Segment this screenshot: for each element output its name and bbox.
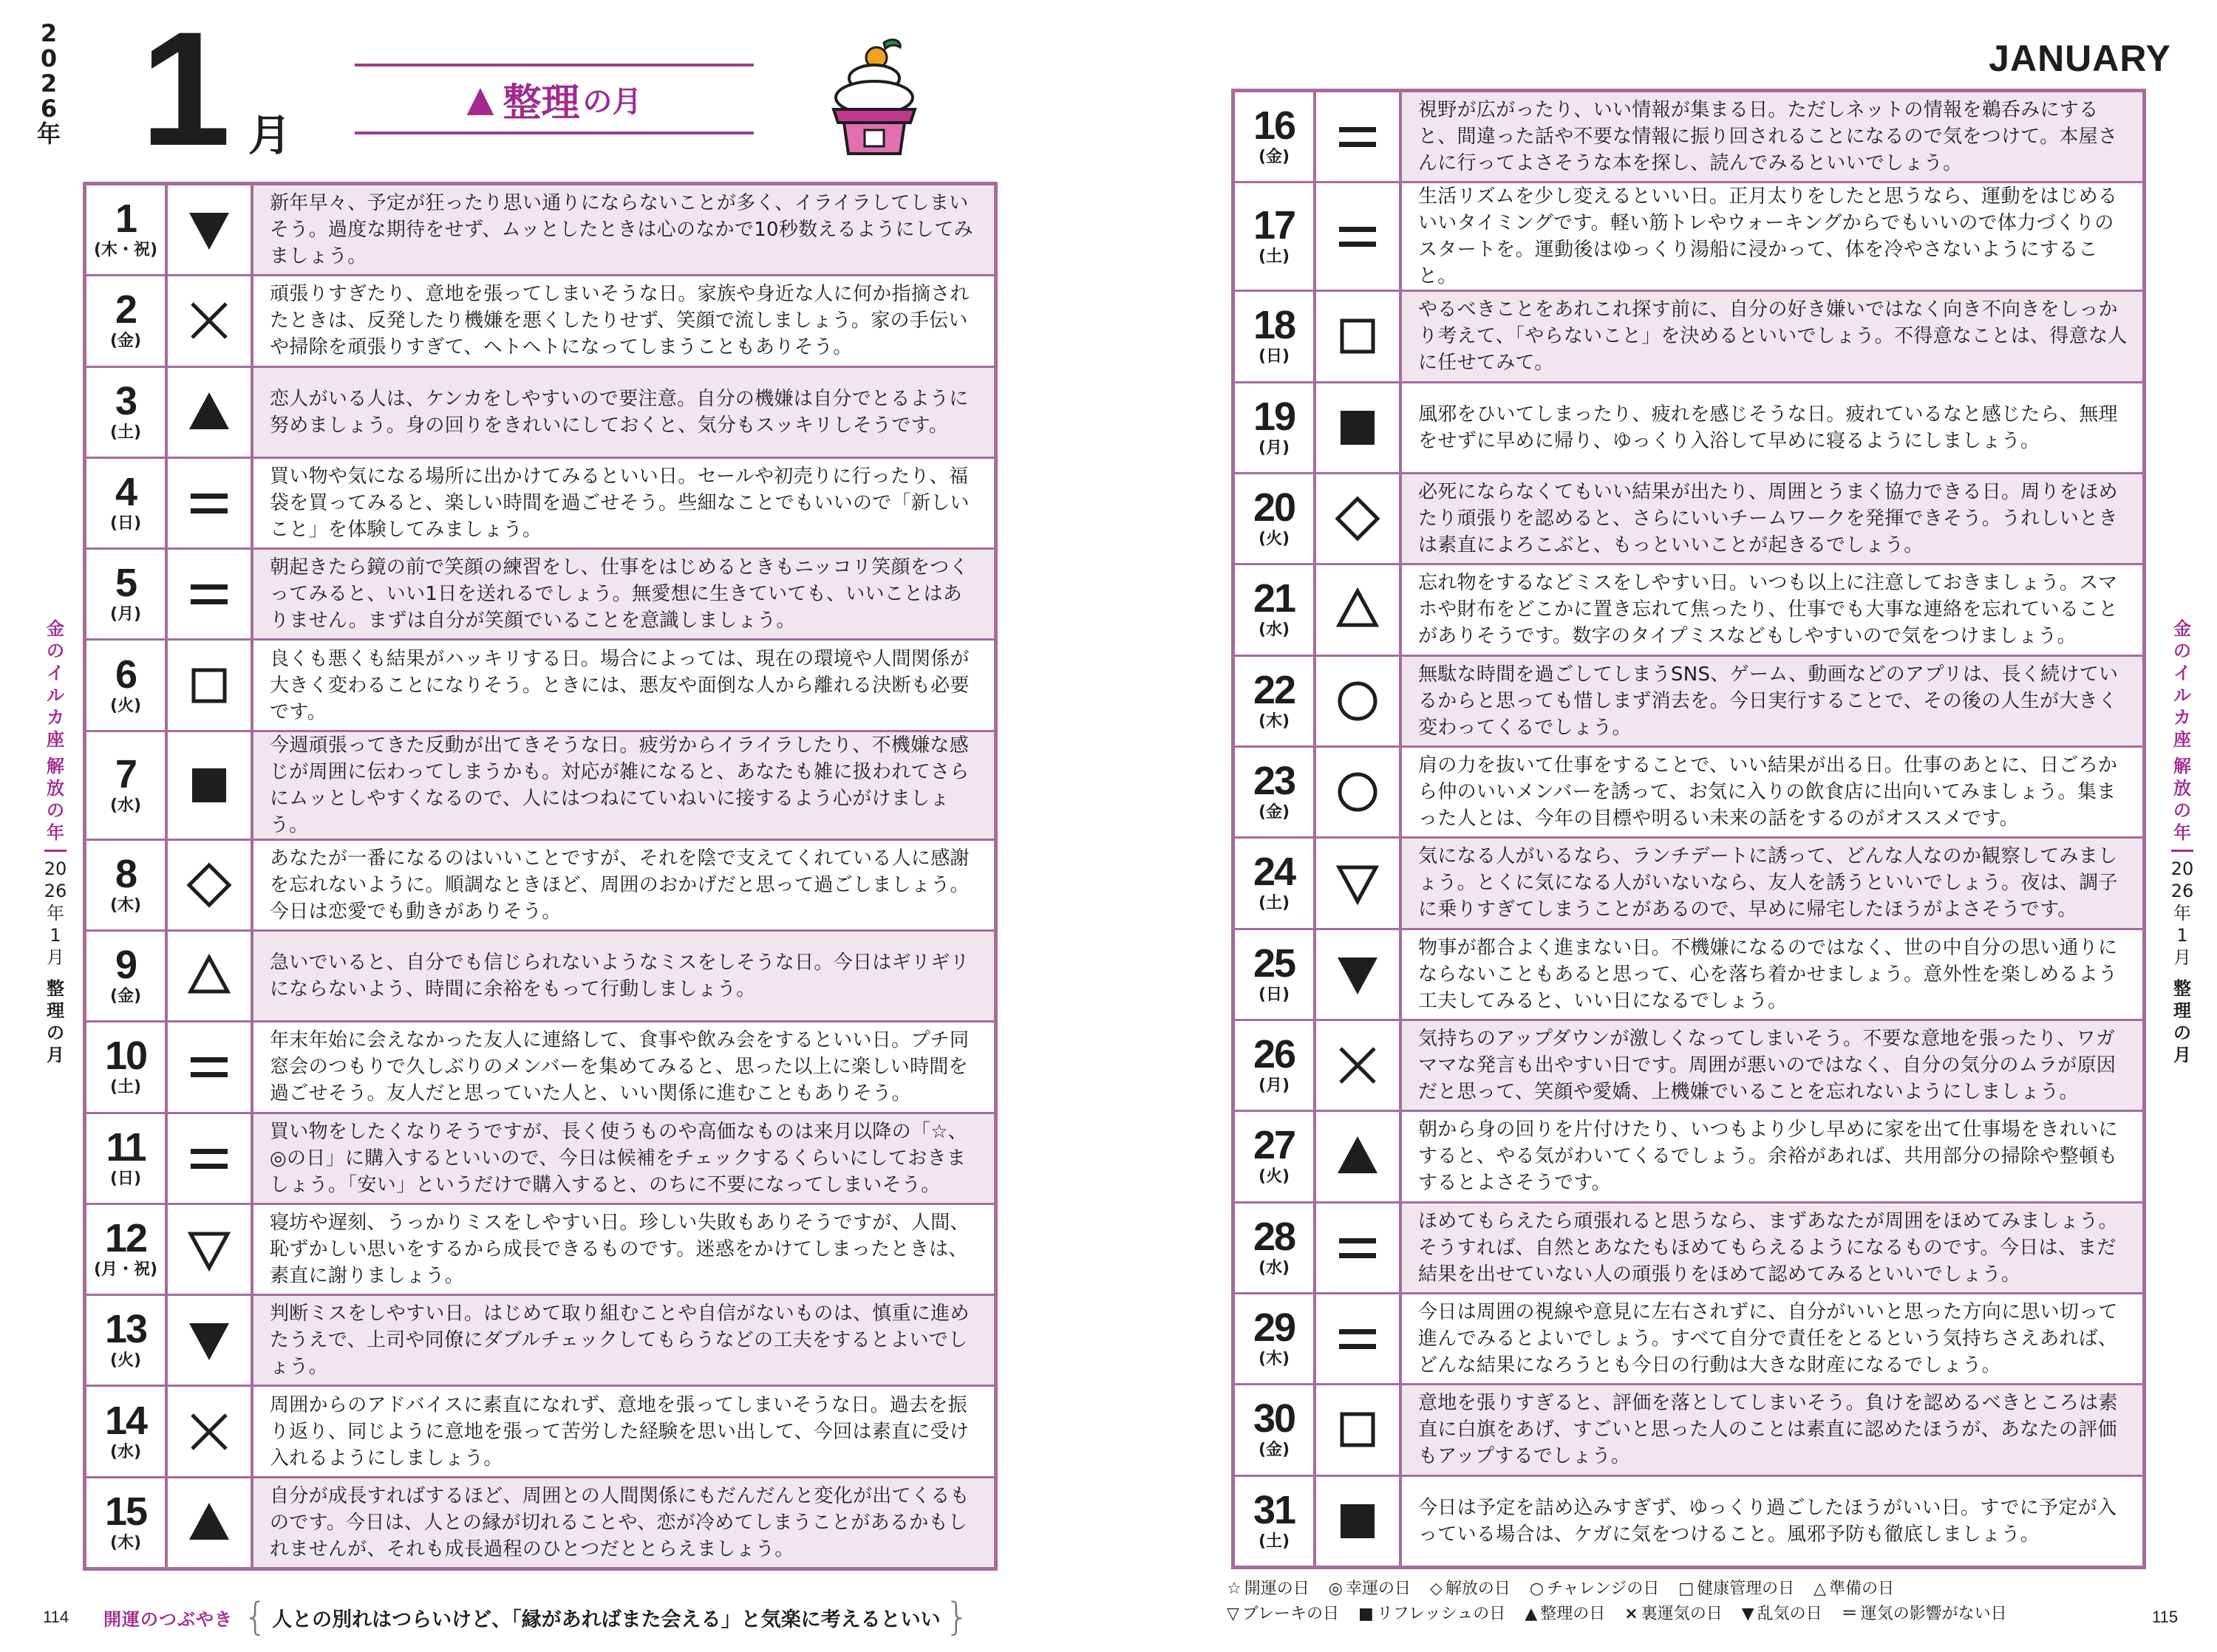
fortune-symbol-cell	[168, 1296, 253, 1385]
day-row	[86, 276, 994, 367]
day-date-cell	[86, 459, 168, 547]
month-char: 月	[248, 110, 292, 160]
square-filled-icon	[1332, 402, 1383, 454]
fortune-symbol-cell	[168, 1023, 253, 1111]
side-date: 2026年1月	[44, 859, 67, 968]
weekday: (金)	[1258, 803, 1290, 822]
fortune-symbol-cell	[1316, 1385, 1402, 1474]
square-icon	[183, 660, 235, 711]
equal-icon	[1332, 211, 1383, 262]
day-date-cell	[1235, 1112, 1316, 1201]
day-row	[86, 1023, 994, 1113]
day-date-cell	[1235, 1204, 1316, 1292]
fortune-symbol-cell	[168, 732, 253, 839]
day-number: 29	[1253, 1305, 1295, 1351]
fortune-text: 意地を張りすぎると、評価を落としてしまいそう。負けを認めるべきところは素直に白旗をあげ、すごいと思った人のことは素直に認めたほうが、あなたの評価もアップするでしょう。	[1402, 1385, 2142, 1474]
day-number: 22	[1253, 667, 1295, 712]
theme-word: 整理	[503, 81, 580, 126]
day-number: 27	[1253, 1123, 1295, 1168]
equal-icon	[1332, 111, 1383, 163]
day-row	[86, 1114, 994, 1205]
day-number: 26	[1253, 1032, 1295, 1077]
fortune-symbol-cell	[1316, 565, 1402, 654]
day-date-cell	[86, 1478, 168, 1567]
day-date-cell	[86, 641, 168, 729]
weekday: (土)	[1258, 1532, 1290, 1551]
fortune-text: 自分が成長すればするほど、周囲との人間関係にもだんだんと変化が出てくるものです。今日は、人との縁が切れることや、恋が冷めてしまうことがあるかもしれませんが、それも成長過程のひとつだととらえましょう。	[253, 1478, 994, 1567]
side-month-theme: 整理の月	[47, 978, 64, 1065]
weekday: (木)	[109, 1533, 142, 1552]
legend-label: 乱気の日	[1757, 1605, 1822, 1623]
weekday: (水)	[1258, 621, 1290, 640]
day-number: 25	[1253, 941, 1295, 986]
legend-symbol-icon: ◎	[1328, 1580, 1343, 1598]
down-filled-icon	[183, 1314, 235, 1366]
weekday: (月)	[109, 605, 142, 624]
fortune-symbol-cell	[168, 1387, 253, 1475]
legend-item	[1624, 1602, 1722, 1627]
weekday: (日)	[109, 1169, 142, 1188]
day-date-cell	[1235, 1021, 1316, 1110]
day-date-cell	[86, 1296, 168, 1385]
day-date-cell	[1235, 292, 1316, 380]
legend-item	[1227, 1577, 1310, 1602]
up-filled-icon	[1332, 1130, 1383, 1182]
diamond-icon	[183, 859, 235, 911]
fortune-text: 寝坊や遅刻、うっかりミスをしやすい日。珍しい失敗もありそうですが、人間、恥ずかしい思いをするから成長できるものです。迷惑をかけてしまったときは、素直に謝りましょう。	[270, 1211, 970, 1287]
day-number: 6	[115, 652, 137, 697]
weekday: (木)	[109, 895, 142, 915]
fortune-text: 急いでいると、自分でも信じられないようなミスをしそうな日。今日はギリギリにならないよう、時間に余裕をもって行動しましょう。	[253, 932, 994, 1020]
weekday: (木)	[1258, 1350, 1290, 1369]
down-icon	[1332, 857, 1383, 909]
legend-label: リフレッシュの日	[1376, 1605, 1506, 1623]
weekday: (金)	[109, 332, 142, 351]
weekday: (金)	[1258, 1441, 1290, 1460]
fortune-symbol-cell	[168, 550, 253, 638]
year-vertical-label: 2026年	[36, 19, 61, 148]
fortune-text: 風邪をひいてしまったり、疲れを感じそうな日。疲れているなと感じたら、無理をせずに早めに帰り、ゆっくり入浴して早めに寝るようにしましょう。	[1418, 403, 2118, 452]
day-row	[1235, 657, 2142, 748]
legend-symbol-icon: ×	[1624, 1605, 1638, 1623]
day-number: 2	[115, 287, 137, 332]
cross-icon	[1332, 1040, 1383, 1091]
day-date-cell	[1235, 565, 1316, 654]
page-number-right: 115	[2152, 1608, 2179, 1626]
day-row	[1235, 292, 2142, 383]
day-date-cell	[1235, 748, 1316, 836]
legend-label: 裏運気の日	[1641, 1605, 1723, 1623]
lucky-tweet-text: 人との別れはつらいけど、「縁があればまた会える」と気楽に考えるといい	[272, 1608, 941, 1631]
day-number: 9	[115, 943, 137, 988]
weekday: (火)	[109, 696, 142, 715]
square-filled-icon	[183, 760, 235, 811]
lucky-tweet	[103, 1596, 970, 1639]
day-number: 20	[1253, 485, 1295, 530]
legend-label: チャレンジの日	[1547, 1580, 1660, 1598]
legend-symbol-icon: ＝	[1841, 1605, 1858, 1623]
fortune-symbol-cell	[168, 932, 253, 1020]
legend-label: 運気の影響がない日	[1860, 1605, 2007, 1623]
fortune-text: やるべきことをあれこれ探す前に、自分の好き嫌いではなく向き不向きをしっかり考えて、「やらないこと」を決めるといいでしょう。不得意なことは、得意な人に任せてみて。	[1402, 292, 2142, 380]
circle-icon	[1332, 675, 1383, 727]
fortune-symbol-cell	[1316, 1112, 1402, 1201]
equal-icon	[1332, 1222, 1383, 1274]
fortune-symbol-cell	[168, 641, 253, 729]
weekday: (水)	[109, 1442, 142, 1461]
up-filled-icon	[183, 386, 235, 438]
day-row	[86, 1387, 994, 1478]
fortune-text: 今日は予定を詰め込みすぎず、ゆっくり過ごしたほうがいい日。すでに予定が入っている場合は、ケガに気をつけること。風邪予防も徹底しましょう。	[1418, 1496, 2117, 1546]
legend-label: 開運の日	[1244, 1580, 1310, 1598]
day-date-cell	[86, 1114, 168, 1203]
weekday: (月・祝)	[93, 1260, 158, 1279]
day-row	[1235, 474, 2142, 565]
down-icon	[183, 1223, 235, 1275]
fortune-symbol-cell	[1316, 183, 1402, 290]
square-icon	[1332, 310, 1383, 362]
up-icon	[183, 950, 235, 1002]
fortune-text: 忘れ物をするなどミスをしやすい日。いつも以上に注意しておきましょう。スマホや財布をどこかに置き忘れて焦ったり、仕事でも大事な連絡を忘れていることがありそうです。数字のタイプミスなどもしやすいので気をつけましょう。	[1418, 572, 2118, 648]
day-date-cell	[86, 732, 168, 839]
fortune-symbol-cell	[168, 841, 253, 929]
day-date-cell	[86, 1387, 168, 1475]
brace-open: {	[243, 1595, 268, 1639]
fortune-symbol-cell	[168, 1478, 253, 1567]
fortune-text: 朝から身の回りを片付けたり、いつもより少し早めに家を出て仕事場をきれいにすると、やる気がわいてくるでしょう。余裕があれば、共用部分の掃除や整頓もするとよさそうです。	[1418, 1119, 2118, 1195]
day-date-cell	[86, 1023, 168, 1111]
weekday: (土)	[1258, 248, 1290, 267]
day-number: 10	[104, 1034, 147, 1079]
fortune-text: あなたが一番になるのはいいことですが、それを陰で支えてくれている人に感謝を忘れないように。順調なときほど、周囲のおかげだと思って過ごしましょう。今日は恋愛でも動きがありそう。	[270, 847, 970, 923]
day-number: 7	[115, 751, 137, 796]
day-date-cell	[1235, 1385, 1316, 1474]
day-row	[1235, 565, 2142, 656]
day-number: 23	[1253, 759, 1295, 804]
fortune-text: 買い物や気になる場所に出かけてみるといい日。セールや初売りに行ったり、福袋を買ってみると、楽しい時間を過ごせそう。些細なことでもいいので「新しいこと」を体験してみましょう。	[270, 465, 970, 541]
fortune-text: 気持ちのアップダウンが激しくなってしまいそう。不要な意地を張ったり、ワガママな発言も出やすい日です。周囲が悪いのではなく、自分の気分のムラが原因だと思って、笑顔や愛嬌、上機嫌でいることを忘れないようにしましょう。	[1402, 1021, 2142, 1110]
side-label-left	[43, 618, 68, 1066]
legend-symbol-icon: ■	[1358, 1605, 1374, 1623]
day-date-cell	[1235, 839, 1316, 927]
side-divider	[44, 850, 67, 852]
day-number: 5	[115, 561, 137, 606]
day-date-cell	[1235, 1294, 1316, 1383]
fortune-text: ほめてもらえたら頑張れると思うなら、まずあなたが周囲をほめてみましょう。そうすれば、自然とあなたもほめてもらえるようになるものです。今日は、まだ結果を出せていない人の頑張りをほめて認めてみるといいでしょう。	[1402, 1204, 2142, 1292]
fortune-text: 新年早々、予定が狂ったり思い通りにならないことが多く、イライラしてしまいそう。過度な期待をせず、ムッとしたときは心のなかで10秒数えるようにしてみましょう。	[253, 185, 994, 274]
day-number: 4	[115, 469, 137, 514]
legend-symbol-icon: ▽	[1227, 1605, 1239, 1623]
day-number: 13	[104, 1307, 147, 1352]
fortune-text: 必死にならなくてもいい結果が出たり、周囲とうまく協力できる日。周りをほめたり頑張りを認めると、さらにいいチームワークを発揮できそう。うれしいときは素直によろこぶと、もっといいことが起きるでしょう。	[1402, 474, 2142, 563]
day-number: 8	[115, 851, 137, 896]
day-date-cell	[1235, 930, 1316, 1019]
side-date: 2026年1月	[2170, 859, 2194, 968]
equal-icon	[1332, 1313, 1383, 1365]
up-icon	[1332, 584, 1383, 635]
kagami-mochi-icon	[819, 35, 930, 161]
legend-symbol-icon: ☆	[1227, 1580, 1242, 1598]
fortune-text: 生活リズムを少し変えるといい日。正月太りをしたと思うなら、運動をはじめるいいタイミングです。軽い筋トレやウォーキングからでもいいので体力づくりのスタートを。運動後はゆっくり湯船に浸かって、体を冷やさないようにすること。	[1418, 185, 2118, 288]
theme-triangle-icon: ▲	[466, 78, 494, 120]
day-number: 31	[1253, 1487, 1295, 1532]
fortune-text: 買い物をしたくなりそうですが、長く使うものや高価なものは来月以降の「☆、◎の日」に購入するといいので、今日は候補をチェックするくらいにしておきましょう。「安い」というだけで購入すると、のちに不要になってしまいそう。	[253, 1114, 994, 1203]
weekday: (土)	[1258, 894, 1290, 913]
day-number: 15	[104, 1489, 147, 1534]
fortune-text: 恋人がいる人は、ケンカをしやすいので要注意。自分の機嫌は自分でとるように努めましょう。身の回りをきれいにしておくと、気分もスッキリしそうです。	[253, 368, 994, 457]
legend-item	[1814, 1577, 1894, 1602]
day-date-cell	[86, 368, 168, 457]
fortune-symbol-cell	[168, 1114, 253, 1203]
day-number: 1	[115, 197, 137, 242]
fortune-symbol-cell	[1316, 292, 1402, 380]
day-row	[1235, 930, 2142, 1021]
fortune-text: 肩の力を抜いて仕事をすることで、いい結果が出る日。仕事のあとに、日ごろから仲のいいメンバーを誘って、お気に入りの飲食店に出向いてみましょう。集まった人とは、今年の目標や明るい未来の話をするのがオススメです。	[1418, 754, 2118, 830]
month-theme-banner	[355, 64, 754, 134]
daily-fortune-table-right	[1231, 89, 2146, 1569]
weekday: (日)	[1258, 985, 1290, 1004]
fortune-symbol-cell	[168, 276, 253, 365]
legend-label: ブレーキの日	[1242, 1605, 1340, 1623]
legend-item	[1430, 1577, 1511, 1602]
fortune-text: 物事が都合よく進まない日。不機嫌になるのではなく、世の中自分の思い通りにならないこともあると思って、心を落ち着かせましょう。意外性を楽しめるよう工夫してみると、いい日になるでしょう。	[1418, 936, 2118, 1012]
circle-icon	[1332, 766, 1383, 818]
day-date-cell	[86, 185, 168, 274]
day-row	[86, 1296, 994, 1387]
weekday: (金)	[109, 987, 142, 1006]
up-filled-icon	[183, 1497, 235, 1549]
legend-symbol-icon: ▲	[1525, 1605, 1538, 1623]
legend-line	[1227, 1577, 2150, 1602]
weekday: (土)	[109, 423, 142, 442]
lucky-tweet-label: 開運のつぶやき	[103, 1608, 233, 1630]
day-number: 14	[104, 1398, 147, 1443]
daily-fortune-table-left	[83, 182, 998, 1571]
theme-suffix: の月	[582, 84, 642, 119]
symbol-legend	[1227, 1577, 2150, 1627]
day-row	[1235, 92, 2142, 183]
day-row	[86, 185, 994, 276]
day-number: 17	[1253, 203, 1295, 248]
day-row	[1235, 1204, 2142, 1294]
equal-icon	[183, 568, 235, 620]
legend-item	[1530, 1577, 1659, 1602]
day-number: 12	[104, 1215, 147, 1260]
day-row	[1235, 1385, 2142, 1476]
cross-icon	[183, 1406, 235, 1458]
legend-item	[1329, 1577, 1411, 1602]
legend-label: 健康管理の日	[1697, 1580, 1795, 1598]
fortune-text: 朝起きたら鏡の前で笑顔の練習をし、仕事をはじめるときもニッコリ笑顔をつくってみると、いい1日を送れるでしょう。無愛想に生きていても、いいことはありません。まずは自分が笑顔でいることを意識しましょう。	[253, 550, 994, 638]
fortune-symbol-cell	[1316, 383, 1402, 472]
fortune-symbol-cell	[1316, 1021, 1402, 1110]
fortune-symbol-cell	[1316, 839, 1402, 927]
weekday: (土)	[109, 1078, 142, 1097]
brace-close: }	[944, 1595, 970, 1639]
side-year-theme: 解放の年	[47, 756, 64, 843]
day-number: 3	[115, 378, 137, 423]
legend-symbol-icon: ▼	[1741, 1605, 1754, 1623]
fortune-text: 判断ミスをしやすい日。はじめて取り組むことや自信がないものは、慎重に進めたうえで、上司や同僚にダブルチェックしてもらうなどの工夫をするとよいでしょう。	[253, 1296, 994, 1385]
day-date-cell	[86, 550, 168, 638]
side-label-right	[2170, 618, 2195, 1066]
legend-item	[1227, 1602, 1339, 1627]
fortune-symbol-cell	[168, 185, 253, 274]
day-date-cell	[1235, 1477, 1316, 1566]
day-number: 24	[1253, 850, 1295, 895]
fortune-text: 無駄な時間を過ごしてしまうSNS、ゲーム、動画などのアプリは、長く続けているからと思っても惜しまず消去を。今日実行することで、その後の人生が大きく変わってくるでしょう。	[1402, 657, 2142, 745]
legend-item	[1525, 1602, 1605, 1627]
weekday: (月)	[1258, 1076, 1290, 1096]
day-number: 18	[1253, 303, 1295, 348]
day-row	[86, 459, 994, 550]
day-number: 21	[1253, 576, 1295, 621]
diamond-icon	[1332, 493, 1383, 545]
day-number: 19	[1253, 394, 1295, 439]
fortune-symbol-cell	[1316, 748, 1402, 836]
fortune-symbol-cell	[168, 1205, 253, 1294]
side-month-theme: 整理の月	[2173, 978, 2191, 1065]
day-date-cell	[1235, 183, 1316, 290]
english-month-title: JANUARY	[1989, 38, 2171, 79]
day-row	[1235, 1477, 2142, 1566]
side-divider	[2171, 850, 2193, 852]
fortune-symbol-cell	[1316, 657, 1402, 745]
day-date-cell	[86, 1205, 168, 1294]
equal-icon	[183, 1041, 235, 1093]
day-row	[1235, 748, 2142, 839]
fortune-symbol-cell	[1316, 1477, 1402, 1566]
day-number: 28	[1253, 1214, 1295, 1259]
square-icon	[1332, 1404, 1383, 1455]
day-row	[86, 641, 994, 731]
day-number: 30	[1253, 1396, 1295, 1441]
down-filled-icon	[1332, 949, 1383, 1000]
equal-icon	[183, 1133, 235, 1184]
day-row	[1235, 839, 2142, 929]
legend-label: 整理の日	[1540, 1605, 1606, 1623]
day-row	[1235, 183, 2142, 292]
fortune-symbol-cell	[1316, 1204, 1402, 1292]
legend-item	[1742, 1602, 1822, 1627]
weekday: (火)	[1258, 530, 1290, 549]
fortune-symbol-cell	[168, 459, 253, 547]
day-date-cell	[1235, 474, 1316, 563]
legend-symbol-icon: □	[1678, 1580, 1695, 1598]
fortune-symbol-cell	[1316, 930, 1402, 1019]
weekday: (日)	[109, 513, 142, 533]
weekday: (金)	[1258, 148, 1290, 167]
day-row	[1235, 383, 2142, 474]
weekday: (火)	[1258, 1167, 1290, 1187]
legend-symbol-icon: ◇	[1429, 1580, 1443, 1598]
weekday: (水)	[109, 796, 142, 815]
fortune-text: 気になる人がいるなら、ランチデートに誘って、どんな人なのか観察してみましょう。とくに気になる人がいないなら、友人を誘うといいでしょう。夜は、調子に乗りすぎてしまうことがあるので、早めに帰宅したほうがよさそうです。	[1402, 839, 2142, 927]
day-row	[86, 732, 994, 841]
legend-item	[1842, 1602, 2007, 1627]
square-filled-icon	[1332, 1495, 1383, 1547]
weekday: (水)	[1258, 1258, 1290, 1277]
day-number: 16	[1253, 103, 1295, 149]
weekday: (火)	[109, 1351, 142, 1371]
fortune-symbol-cell	[1316, 474, 1402, 563]
fortune-text: 年末年始に会えなかった友人に連絡して、食事や飲み会をするといい日。プチ同窓会のつもりで久しぶりのメンバーを集めてみると、思った以上に楽しい時間を過ごせそう。友人だと思っていた人と、いい関係に進むこともありそう。	[270, 1029, 970, 1105]
day-row	[1235, 1021, 2142, 1112]
fortune-text: 頑張りすぎたり、意地を張ってしまいそうな日。家族や身近な人に何か指摘されたときは、反発したり機嫌を悪くしたりせず、笑顔で流しましょう。家の手伝いや掃除を頑張りすぎて、ヘトヘトになってしまうこともありそう。	[270, 283, 970, 359]
fortune-text: 今日は周囲の視線や意見に左右されずに、自分がいいと思った方向に思い切って進んでみるとよいでしょう。すべて自分で責任をとるという気持ちさえあれば、どんな結果になろうとも今日の行動は大きな財産になるでしょう。	[1418, 1301, 2118, 1377]
fortune-symbol-cell	[1316, 1294, 1402, 1383]
weekday: (木・祝)	[93, 241, 158, 260]
legend-label: 幸運の日	[1345, 1580, 1411, 1598]
fortune-text: 良くも悪くも結果がハッキリする日。場合によっては、現在の環境や人間関係が大きく変わることになりそう。ときには、悪友や面倒な人から離れる決断も必要です。	[270, 647, 970, 723]
weekday: (日)	[1258, 347, 1290, 366]
legend-line	[1227, 1602, 2150, 1627]
fortune-text: 周囲からのアドバイスに素直になれず、意地を張ってしまいそうな日。過去を振り返り、同じように意地を張って苦労した経験を思い出して、今回は素直に受け入れるようにしましょう。	[270, 1393, 970, 1470]
equal-icon	[183, 477, 235, 529]
legend-item	[1358, 1602, 1505, 1627]
weekday: (月)	[1258, 438, 1290, 457]
side-sign: 金のイルカ座	[2173, 618, 2191, 750]
day-date-cell	[86, 932, 168, 1020]
day-date-cell	[1235, 92, 1316, 181]
day-row	[1235, 1112, 2142, 1203]
cross-icon	[183, 295, 235, 347]
fortune-text: 視野が広がったり、いい情報が集まる日。ただしネットの情報を鵜呑みにすると、間違った話や不要な情報に振り回されることになるので気をつけて。本屋さんに行ってよさそうな本を探し、読んでみるといいでしょう。	[1402, 92, 2142, 181]
legend-item	[1678, 1577, 1794, 1602]
day-row	[86, 1205, 994, 1296]
day-row	[86, 932, 994, 1023]
fortune-symbol-cell	[168, 368, 253, 457]
day-date-cell	[1235, 657, 1316, 745]
day-row	[1235, 1294, 2142, 1385]
day-date-cell	[86, 276, 168, 365]
page-number-left: 114	[43, 1608, 69, 1626]
fortune-text: 今週頑張ってきた反動が出てきそうな日。疲労からイライラしたり、不機嫌な感じが周囲に伝わってしまうかも。対応が雑になると、あなたも雑に扱われてさらにムッとしやすくなるので、人にはつねにていねいに接するよう心がけましょう。	[253, 732, 994, 839]
side-year-theme: 解放の年	[2173, 756, 2191, 843]
day-number: 11	[106, 1124, 146, 1170]
fortune-symbol-cell	[1316, 92, 1402, 181]
day-date-cell	[1235, 383, 1316, 472]
day-row	[86, 841, 994, 932]
down-filled-icon	[183, 204, 235, 256]
weekday: (木)	[1258, 711, 1290, 731]
legend-symbol-icon: ○	[1529, 1580, 1545, 1598]
month-number: 1	[140, 0, 225, 180]
day-row	[86, 368, 994, 459]
legend-label: 解放の日	[1445, 1580, 1511, 1598]
day-date-cell	[86, 841, 168, 929]
legend-label: 準備の日	[1829, 1580, 1895, 1598]
day-row	[86, 1478, 994, 1567]
side-sign: 金のイルカ座	[47, 618, 64, 750]
legend-symbol-icon: △	[1814, 1580, 1827, 1598]
day-row	[86, 550, 994, 641]
